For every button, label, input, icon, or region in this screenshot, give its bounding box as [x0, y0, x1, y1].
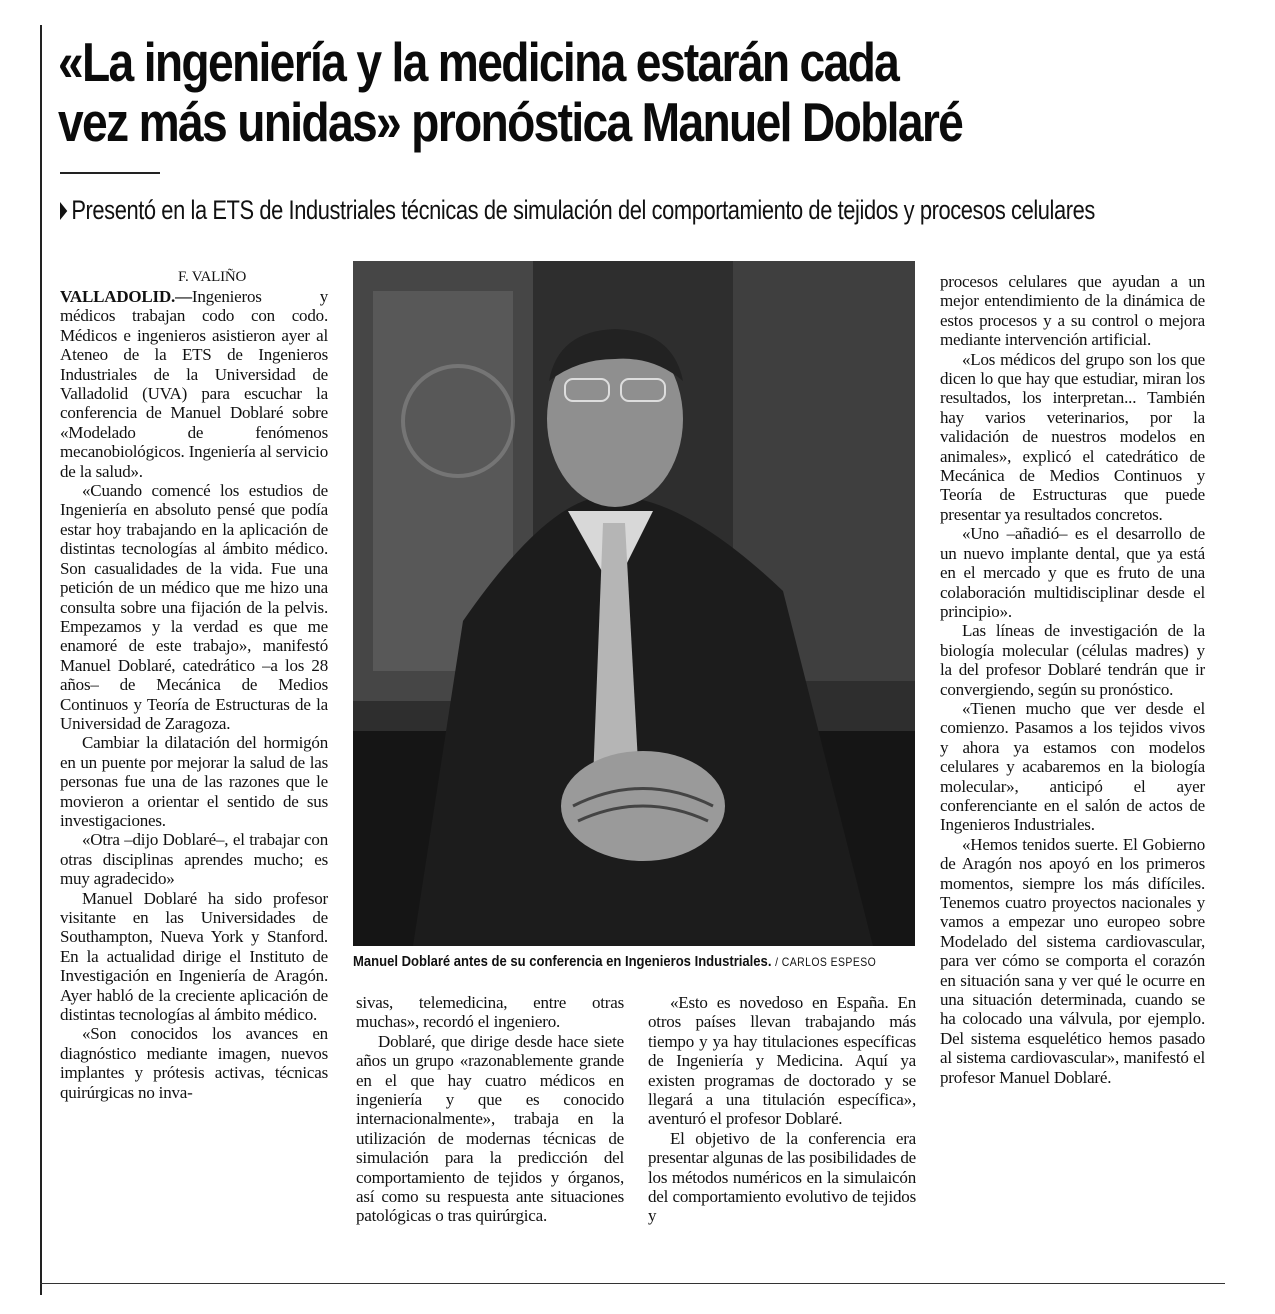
paragraph: «Otra –dijo Doblaré–, el trabajar con otras disciplinas aprendes mucho; es muy agradecido» — [60, 830, 328, 889]
left-border-rule — [40, 25, 42, 1295]
lead-paragraph: VALLADOLID.—Ingenieros y médicos trabajan codo con codo. Médicos e ingenieros asistieron ayer al Ateneo de la ETS de Ingenieros Industriales de la Universidad de Valladolid (UVA) para escuchar la conferencia de Manuel Doblaré sobre «Modelado de fenómenos mecanobiológicos. Ingeniería al servicio de la salud». — [60, 287, 328, 481]
paragraph: Cambiar la dilatación del hormigón en un puente por mejorar la salud de las personas fue una de las razones que le movieron a orientar el sentido de sus investigaciones. — [60, 733, 328, 830]
paragraph: sivas, telemedicina, entre otras muchas», recordó el ingeniero. — [356, 993, 624, 1032]
article-column-1 — [60, 268, 328, 1102]
paragraph: «Esto es novedoso en España. En otros países llevan trabajando más tiempo y ya hay titulaciones específicas de Ingeniería y Medicina. Aquí ya existen programas de doctorado y se llegará a una titulación específica», aventuró el profesor Doblaré. — [648, 993, 916, 1129]
portrait-illustration — [353, 261, 915, 946]
bottom-border-rule — [40, 1283, 1225, 1284]
paragraph: El objetivo de la conferencia era presentar algunas de las posibilidades de los métodos numéricos en la simulaicón del comportamiento evolutivo de tejidos y — [648, 1128, 916, 1226]
headline — [58, 32, 1049, 152]
paragraph: «Hemos tenidos suerte. El Gobierno de Aragón nos apoyó en los primeros momentos, siempre los más difíciles. Tenemos cuatro proyectos nacionales y vamos a empezar uno europeo sobre Modelado del sistema cardiovascular, para ver cómo se comporta el corazón en situación sana y ver qué le ocurre en una situación determinada, cuando se ha colocado una válvula, por ejemplo. Del sistema esquelético hemos pasado al sistema cardiovascular», manifestó el profesor Manuel Doblaré. — [940, 834, 1205, 1087]
paragraph: Manuel Doblaré ha sido profesor visitante en las Universidades de Southampton, Nueva York y Stanford. En la actualidad dirige el Instituto de Investigación en Ingeniería de Aragón. Ayer habló de la creciente aplicación de distintas tecnologías al ámbito médico. — [60, 888, 328, 1025]
subheading-text: Presentó en la ETS de Industriales técnicas de simulación del comportamiento de tejidos y procesos celulares — [71, 195, 1095, 225]
paragraph: Las líneas de investigación de la biología molecular (células madres) y la del profesor Doblaré tendrán que ir convergiendo, según su pronóstico. — [940, 621, 1205, 699]
headline-divider — [60, 172, 160, 174]
subheading — [60, 190, 1095, 230]
photo-caption — [353, 952, 962, 972]
article-column-4 — [940, 272, 1205, 1087]
article-photo — [353, 261, 915, 946]
paragraph: «Tienen mucho que ver desde el comienzo. Pasamos a los tejidos vivos y ahora ya estamos con modelos celulares y acabaremos en la biología molecular», anticipó el ayer conferenciante en el salón de actos de Ingenieros Industriales. — [940, 698, 1205, 835]
byline: F. VALIÑO — [178, 269, 247, 285]
paragraph: Doblaré, que dirige desde hace siete años un grupo «razonablemente grande en el que hay cuatro médicos en ingeniería y que es conocido internacionalmente», trabaja en la utilización de modernas técnicas de simulación para la predicción del comportamiento de tejidos y órganos, así como su respuesta ante situaciones patológicas o tras quirúrgica. — [356, 1031, 624, 1226]
dateline: VALLADOLID.— — [60, 287, 192, 306]
article-column-3 — [648, 993, 916, 1226]
paragraph: «Cuando comencé los estudios de Ingeniería en absoluto pensé que podía estar hoy trabajando en la aplicación de distintas tecnologías al ámbito médico. Son casualidades de la vida. Fue una petición de un médico que me hizo una consulta sobre una fijación de la pelvis. Empezamos y la verdad es que me enamoré de este trabajo», manifestó Manuel Doblaré, catedrático –a los 28 años– de Mecánica de Medios Continuos y Teoría de Estructuras de la Universidad de Zaragoza. — [60, 481, 328, 733]
paragraph: «Son conocidos los avances en diagnóstico mediante imagen, nuevos implantes y prótesis activas, técnicas quirúrgicas no inva- — [60, 1024, 328, 1102]
headline-line-1: «La ingeniería y la medicina estarán cada — [58, 31, 899, 93]
paragraph: procesos celulares que ayudan a un mejor entendimiento de la dinámica de estos procesos y a su control o mejora mediante intervención artificial. — [940, 272, 1205, 350]
article-column-2 — [356, 993, 624, 1226]
caption-text: Manuel Doblaré antes de su conferencia en Ingenieros Industriales. — [353, 953, 772, 970]
paragraph: «Uno –añadió– es el desarrollo de un nuevo implante dental, que ya está en el mercado y que es fruto de una colaboración multidisciplinar desde el principio». — [940, 524, 1205, 621]
paragraph: «Los médicos del grupo son los que dicen lo que hay que estudiar, miran los resultados, los interpretan... También hay varios veterinarios, por la validación de nuestros modelos en animales», explicó el catedrático de Mecánica de Medios Continuos y Teoría de Estructuras que puede presentar ya resultados concretos. — [940, 349, 1205, 524]
photo-credit: / CARLOS ESPESO — [775, 955, 877, 969]
headline-line-2: vez más unidas» pronóstica Manuel Doblaré — [58, 91, 963, 153]
triangle-bullet-icon — [60, 202, 67, 220]
